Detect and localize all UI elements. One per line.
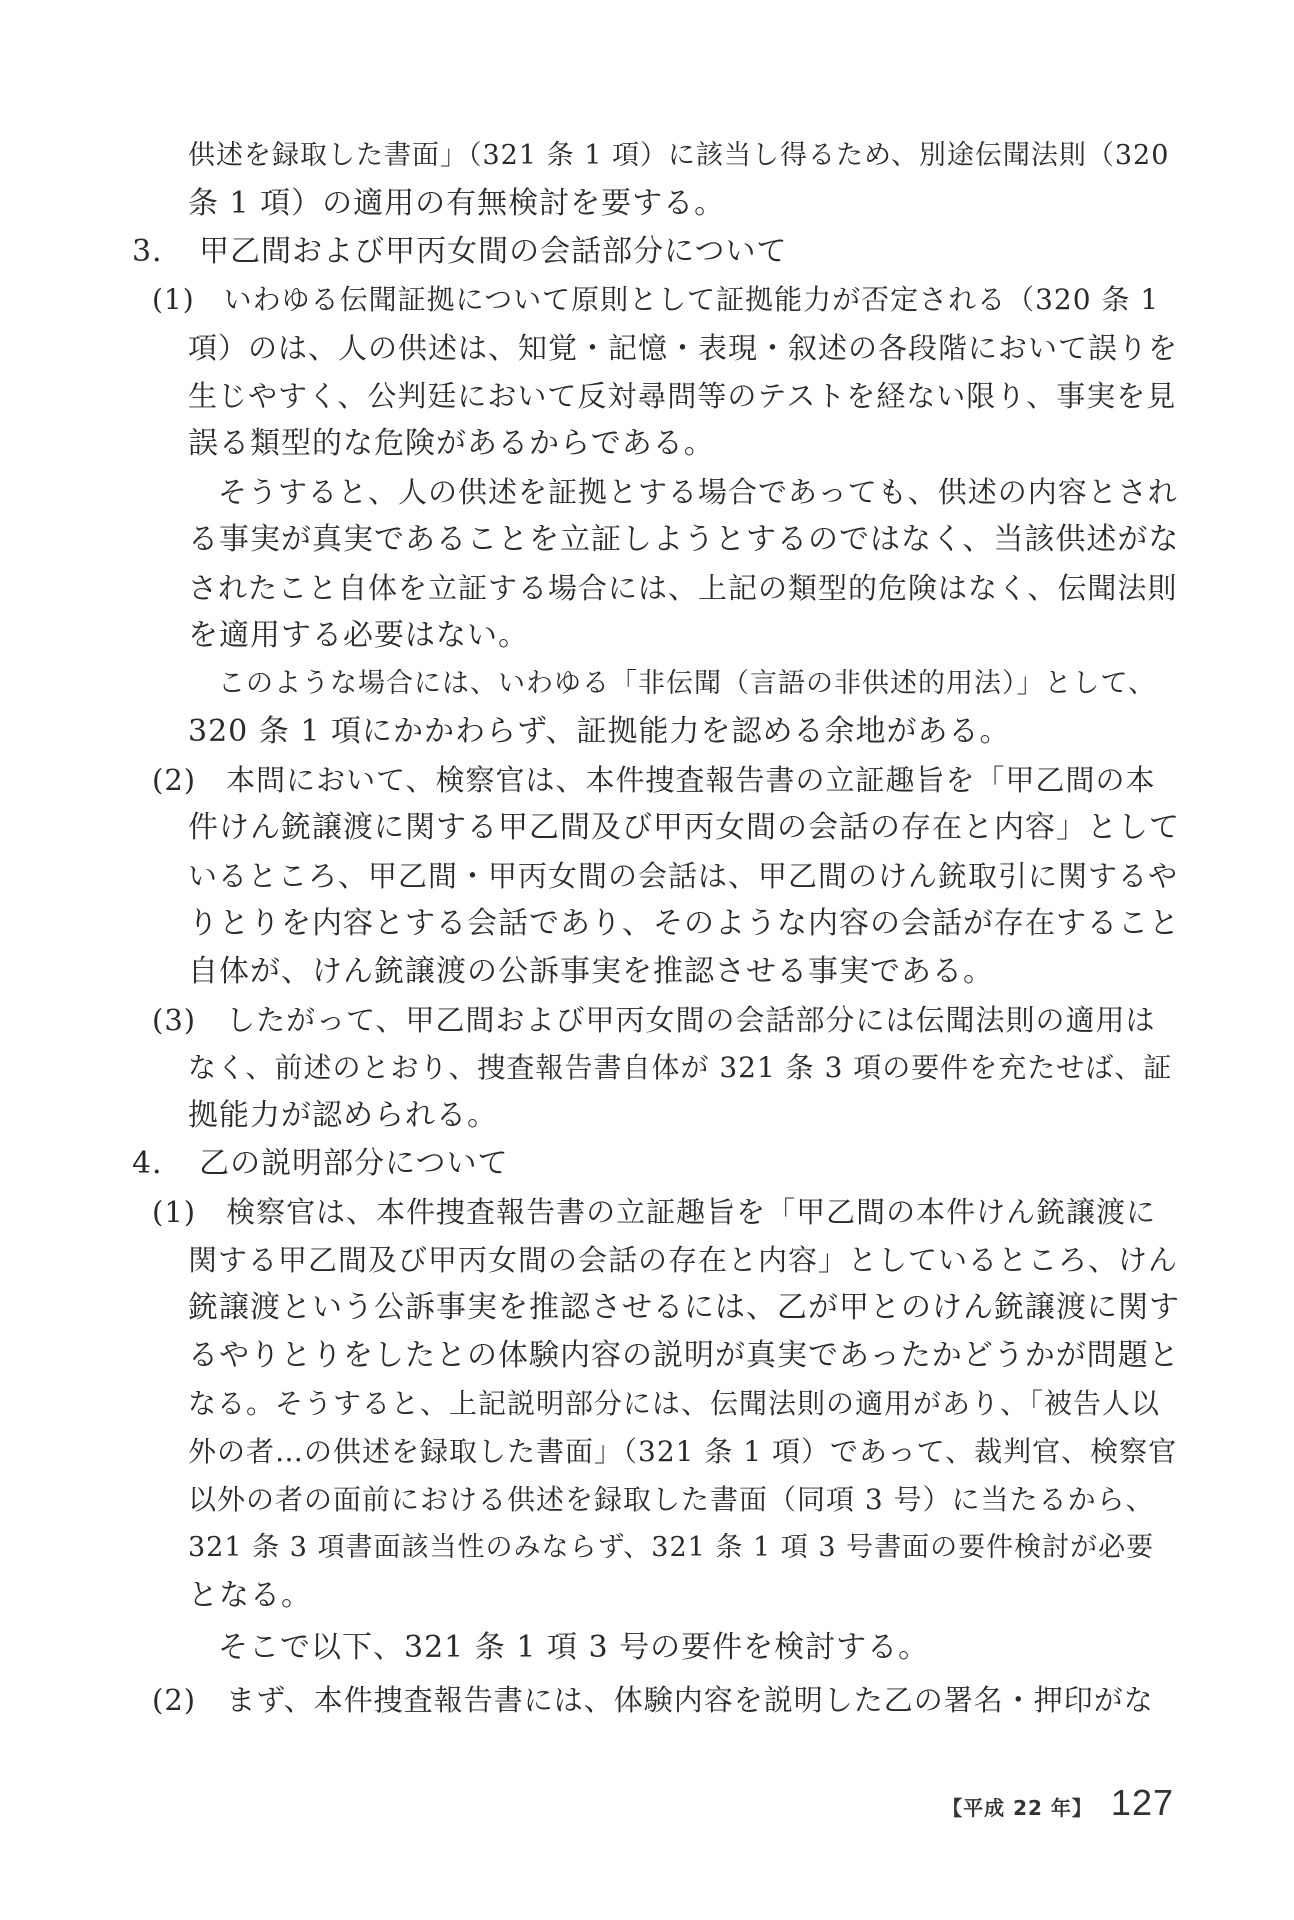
text-line: (2) まず、本件捜査報告書には、体験内容を説明した乙の署名・押印がな [152, 1683, 1154, 1717]
section-heading: 4． 乙の説明部分について [132, 1146, 509, 1181]
text-line: されたこと自体を立証する場合には、上記の類型的危険はなく、伝聞法則 [188, 571, 1178, 605]
text-line: となる。 [188, 1578, 312, 1613]
text-line: 関する甲乙間及び甲丙女間の会話の存在と内容」としているところ、けん [188, 1243, 1179, 1277]
text-line: (3) したがって、甲乙間および甲丙女間の会話部分には伝聞法則の適用は [152, 1003, 1156, 1037]
text-line: 誤る類型的な危険があるからである。 [188, 426, 715, 461]
text-line: る事実が真実であることを立証しようとするのではなく、当該供述がな [188, 522, 1180, 557]
text-line: このような場合には、いわゆる「非伝聞（言語の非供述的用法）」として、 [218, 668, 1156, 699]
text-line: そうすると、人の供述を証拠とする場合であっても、供述の内容とされ [218, 475, 1178, 509]
text-line: を適用する必要はない。 [188, 618, 529, 653]
text-line: (1) いわゆる伝聞証拠について原則として証拠能力が否定される（320 条 1 [152, 283, 1160, 316]
page-number: 127 [1110, 1782, 1174, 1823]
text-line: 供述を録取した書面」（321 条 1 項）に該当し得るため、別途伝聞法則（320 [188, 140, 1170, 171]
text-line: 件けん銃譲渡に関する甲乙間及び甲丙女間の会話の存在と内容」として [188, 810, 1180, 845]
section-heading: 3． 甲乙間および甲丙女間の会話部分について [132, 234, 788, 269]
page-footer [942, 1782, 1174, 1824]
footer-year-label: 【平成 22 年】 [942, 1796, 1093, 1820]
text-line: 生じやすく、公判廷において反対尋問等のテストを経ない限り、事実を見 [188, 379, 1177, 413]
text-line: なく、前述のとおり、捜査報告書自体が 321 条 3 項の要件を充たせば、証 [188, 1051, 1173, 1084]
text-line: 321 条 3 項書面該当性のみならず、321 条 1 項 3 号書面の要件検討が必要 [188, 1532, 1155, 1563]
text-line: いるところ、甲乙間・甲丙女間の会話は、甲乙間のけん銃取引に関するや [188, 859, 1179, 893]
text-line: 以外の者の面前における供述を録取した書面（同項 3 号）に当たるから、 [188, 1483, 1155, 1516]
text-line: 外の者…の供述を録取した書面」（321 条 1 項）であって、裁判官、検察官 [188, 1435, 1178, 1468]
text-line: りとりを内容とする会話であり、そのような内容の会話が存在すること [188, 906, 1180, 941]
text-line: (1) 検察官は、本件捜査報告書の立証趣旨を「甲乙間の本件けん銃譲渡に [152, 1195, 1157, 1229]
text-line: (2) 本問において、検察官は、本件捜査報告書の立証趣旨を「甲乙間の本 [152, 763, 1156, 797]
text-line: 拠能力が認められる。 [188, 1098, 498, 1133]
text-line: なる。そうすると、上記説明部分には、伝聞法則の適用があり、「被告人以 [188, 1387, 1161, 1420]
text-line: そこで以下、321 条 1 項 3 号の要件を検討する。 [218, 1630, 930, 1665]
text-line: 自体が、けん銃譲渡の公訴事実を推認させる事実である。 [188, 954, 994, 989]
text-line: 条 1 項）の適用の有無検討を要する。 [188, 186, 726, 221]
text-line: 320 条 1 項にかかわらず、証拠能力を認める余地がある。 [188, 714, 1011, 749]
text-line: 項）のは、人の供述は、知覚・記憶・表現・叙述の各段階において誤りを [188, 331, 1179, 365]
text-line: るやりとりをしたとの体験内容の説明が真実であったかどうかが問題と [188, 1338, 1180, 1373]
text-line: 銃譲渡という公訴事実を推認させるには、乙が甲とのけん銃譲渡に関す [188, 1290, 1180, 1325]
